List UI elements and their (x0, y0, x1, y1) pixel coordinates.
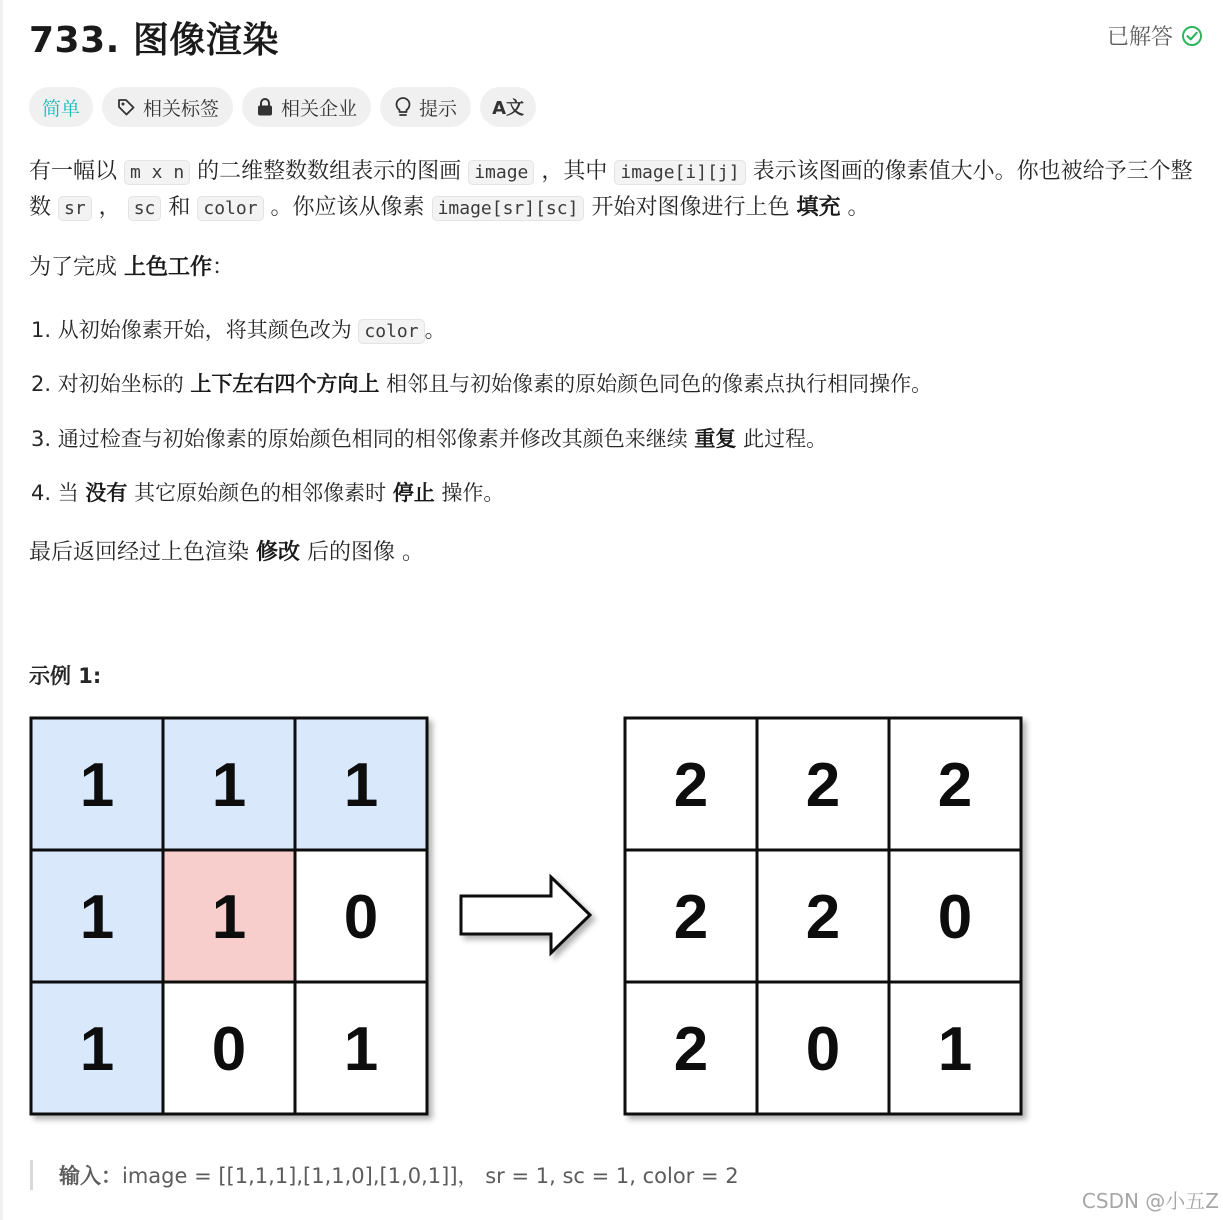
input-label: 输入： (59, 1164, 122, 1188)
text: 其它原始颜色的相邻像素时 (127, 481, 393, 505)
tag-bar (29, 87, 536, 127)
inline-code: sc (128, 196, 162, 221)
output-cell-value: 0 (937, 883, 973, 952)
text: 3. 通过检查与初始像素的原始颜色相同的相邻像素并修改其颜色来继续 (31, 427, 695, 451)
tag-icon (116, 97, 136, 117)
related-companies-label: 相关企业 (281, 97, 358, 120)
lightbulb-icon (394, 96, 412, 118)
input-cell-value: 1 (79, 751, 115, 820)
difficulty-label: 简单 (42, 97, 81, 120)
output-grid (625, 718, 1021, 1114)
example-figure (0, 700, 1223, 1140)
step-4 (31, 477, 504, 507)
text: 。 (424, 318, 446, 342)
bold-text: 重复 (694, 427, 737, 451)
output-cell-value: 2 (805, 883, 841, 952)
text: 1. 从初始像素开始，将其颜色改为 (31, 318, 359, 342)
input-cell-value: 1 (79, 1015, 115, 1084)
inline-code: sr (58, 196, 92, 221)
right-arrow-icon (461, 877, 590, 953)
inline-code: m x n (124, 160, 190, 185)
bold-text: 上色工作 (124, 255, 213, 280)
step-2 (31, 368, 932, 398)
inline-code: color (197, 196, 263, 221)
related-companies-button[interactable] (242, 87, 371, 127)
description-paragraph-3 (29, 535, 1204, 570)
input-cell-value: 1 (211, 883, 247, 952)
description-paragraph-1 (29, 154, 1204, 226)
input-cell-value: 1 (343, 1015, 379, 1084)
check-circle-icon (1181, 25, 1203, 47)
solved-label: 已解答 (1106, 25, 1173, 50)
text: 表示该图画的像素值大小。你也被给予三个整数 (29, 159, 1193, 220)
input-cell-value: 0 (211, 1015, 247, 1084)
related-tags-button[interactable] (102, 87, 233, 127)
input-cell-value: 1 (343, 751, 379, 820)
text: 操作。 (434, 481, 505, 505)
step-1 (31, 314, 446, 344)
description-paragraph-2 (29, 250, 1204, 285)
text: 。 (840, 195, 870, 220)
solved-status (1107, 20, 1203, 51)
inline-code: image[i][j] (614, 160, 745, 185)
lock-icon (256, 97, 274, 117)
output-cell-value: 1 (937, 1015, 973, 1084)
difficulty-badge[interactable] (29, 87, 93, 127)
output-cell-value: 0 (805, 1015, 841, 1084)
output-cell-value: 2 (937, 751, 973, 820)
text: 相邻且与初始像素的原始颜色同色的像素点执行相同操作。 (379, 372, 933, 396)
text: 此过程。 (736, 427, 828, 451)
text: ， (91, 195, 128, 220)
bold-text: 上下左右四个方向上 (190, 372, 380, 396)
hint-label: 提示 (419, 97, 458, 120)
step-3 (31, 423, 827, 453)
translate-button[interactable] (480, 87, 536, 127)
bold-text: 填充 (796, 195, 841, 220)
translate-icon: A文 (492, 98, 524, 119)
text: ，其中 (534, 159, 615, 184)
related-tags-label: 相关标签 (143, 97, 220, 120)
bold-text: 修改 (256, 540, 301, 565)
input-text: image = [[1,1,1],[1,1,0],[1,0,1]]， sr = 1, sc = 1, color = 2 (122, 1164, 739, 1188)
output-cell-value: 2 (673, 883, 709, 952)
output-cell-value: 2 (673, 751, 709, 820)
text: 为了完成 (29, 255, 124, 280)
text: 4. 当 (31, 481, 86, 505)
inline-code: image (468, 160, 534, 185)
text: 和 (161, 195, 198, 220)
text: 。你应该从像素 (263, 195, 432, 220)
text: 后的图像 。 (300, 540, 425, 565)
text: 的二维整数数组表示的图画 (190, 159, 469, 184)
input-cell-value: 1 (211, 751, 247, 820)
example-title: 示例 1: (29, 664, 102, 688)
hint-button[interactable] (380, 87, 471, 127)
input-grid (31, 718, 427, 1114)
problem-title: 733. 图像渲染 (29, 20, 279, 61)
watermark: CSDN @小五Z (1081, 1189, 1219, 1213)
output-cell-value: 2 (673, 1015, 709, 1084)
text: ： (212, 255, 235, 280)
text: 2. 对初始坐标的 (31, 372, 191, 396)
text: 最后返回经过上色渲染 (29, 540, 256, 565)
input-cell-value: 1 (79, 883, 115, 952)
bold-text: 没有 (85, 481, 128, 505)
text: 开始对图像进行上色 (584, 195, 797, 220)
output-cell-value: 2 (805, 751, 841, 820)
text: 有一幅以 (29, 159, 124, 184)
inline-code: image[sr][sc] (432, 196, 585, 221)
bold-text: 停止 (392, 481, 435, 505)
inline-code: color (358, 319, 424, 344)
example-input (30, 1160, 739, 1190)
input-cell-value: 0 (343, 883, 379, 952)
